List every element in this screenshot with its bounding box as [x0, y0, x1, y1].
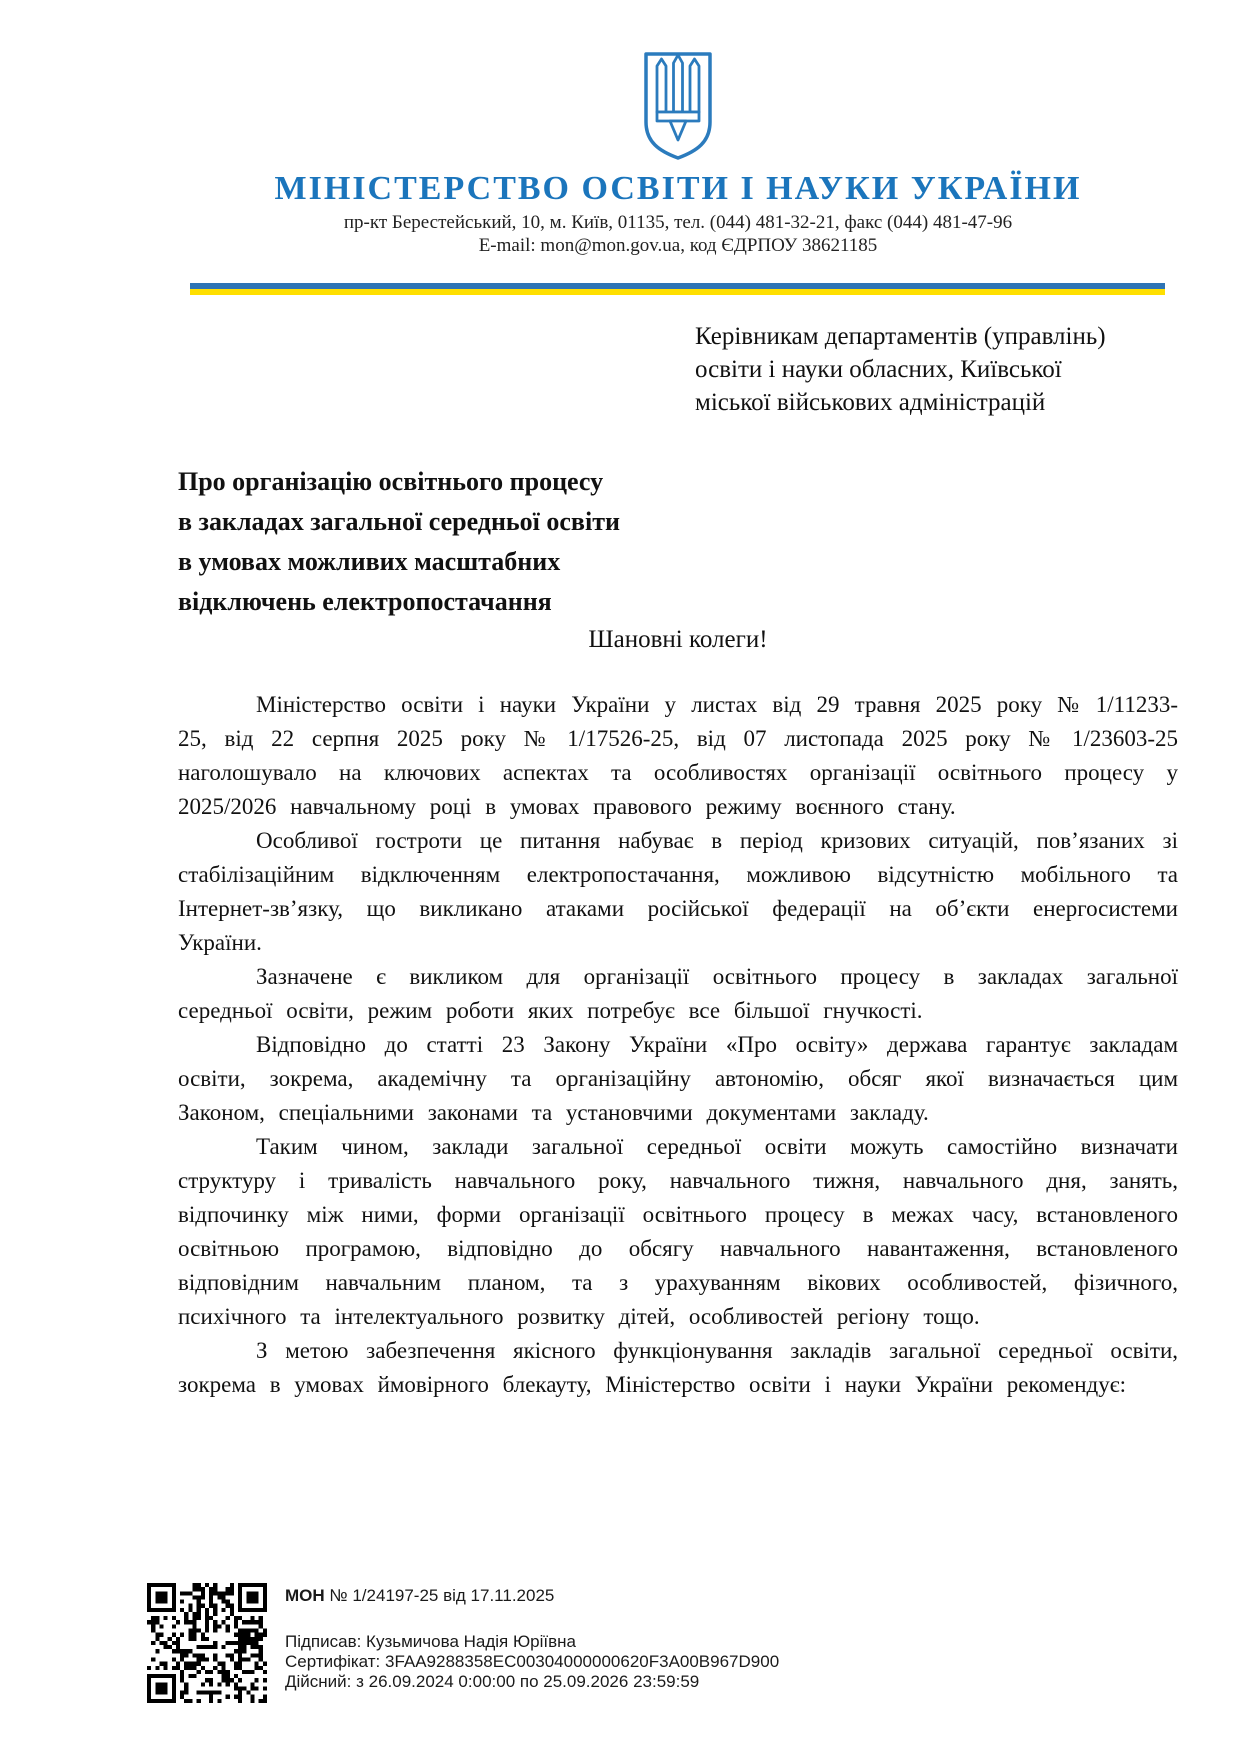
recipient-line: Керівникам департаментів (управлінь): [695, 323, 1106, 350]
doc-label: МОН: [285, 1586, 325, 1605]
ministry-address: пр-кт Берестейський, 10, м. Київ, 01135, тел. (044) 481-32-21, факс (044) 481-47-96: [343, 212, 1013, 233]
signature-details: [285, 1583, 779, 1703]
doc-number: № 1/24197-25 від 17.11.2025: [324, 1586, 555, 1605]
body-paragraph: Відповідно до статті 23 Закону України «Про освіту» держава гарантує закладам освіти, зокрема, академічну та організаційну автономію, обсяг якої визначається цим Законом, спеціальними законами та установчими документами закладу.: [178, 1032, 1178, 1125]
letterhead: [178, 50, 1178, 257]
body-paragraph: Особливої гостроти це питання набуває в період кризових ситуацій, пов’язаних зі стабілізаційним відключенням електропостачання, можливою відсутністю мобільного та Інтернет-зв’язку, що викликано атаками російської федерації на об’єкти енергосистеми України.: [178, 828, 1178, 955]
body-paragraph: Зазначене є викликом для організації освітнього процесу в закладах загальної середньої освіти, режим роботи яких потребує все більшої гнучкості.: [178, 964, 1178, 1023]
subject-line: в умовах можливих масштабних: [178, 547, 561, 576]
subject-line: відключень електропостачання: [178, 587, 552, 616]
recipient-block: [695, 320, 1106, 419]
qr-code-icon: [147, 1583, 267, 1703]
doc-number-line: [285, 1586, 779, 1606]
body-paragraph: Таким чином, заклади загальної середньої освіти можуть самостійно визначати структуру і тривалість навчального року, навчального тижня, навчального дня, занять, відпочинку між ними, форми організації освітнього процесу в межах часу, встановленого освітньою програмою, відповідно до обсягу навчального навантаження, встановленого відповідним навчальним планом, та з урахуванням вікових особливостей, фізичного, психічного та інтелектуального розвитку дітей, особливостей регіону тощо.: [178, 1134, 1178, 1329]
flag-divider-yellow-stripe: [190, 289, 1165, 295]
signer-line: Підписав: Кузьмичова Надія Юріївна: [285, 1632, 576, 1651]
body-paragraph: Міністерство освіти і науки України у листах від 29 травня 2025 року № 1/11233-25, від 22 серпня 2025 року № 1/17526-25, від 07 листопада 2025 року № 1/23603-25 наголошувало на ключових аспектах та особливостях організації освітнього процесу у 2025/2026 навчальному році в умовах правового режиму воєнного стану.: [178, 692, 1178, 819]
flag-divider: [190, 283, 1165, 295]
recipient-line: освіти і науки обласних, Київської: [695, 356, 1062, 383]
ukraine-trident-emblem-icon: [641, 50, 715, 162]
salutation: Шановні колеги!: [588, 626, 768, 653]
ministry-name: МІНІСТЕРСТВО ОСВІТИ І НАУКИ УКРАЇНИ: [274, 170, 1082, 207]
certificate-line: Сертифікат: 3FAA9288358EC00304000000620F3A00B967D900: [285, 1652, 780, 1671]
validity-line: Дійсний: з 26.09.2024 0:00:00 по 25.09.2026 23:59:59: [285, 1672, 700, 1691]
recipient-line: міської військових адміністрацій: [695, 389, 1046, 416]
ministry-contact: E-mail: mon@mon.gov.ua, код ЄДРПОУ 38621185: [478, 235, 878, 256]
subject-line: Про організацію освітнього процесу: [178, 467, 604, 496]
subject-block: [178, 462, 620, 622]
signature-footer: [147, 1583, 779, 1703]
subject-line: в закладах загальної середньої освіти: [178, 507, 620, 536]
letter-body: [178, 688, 1178, 1402]
body-paragraph: З метою забезпечення якісного функціонування закладів загальної середньої освіти, зокрема в умовах ймовірного блекауту, Міністерство освіти і науки України рекомендує:: [178, 1338, 1178, 1397]
